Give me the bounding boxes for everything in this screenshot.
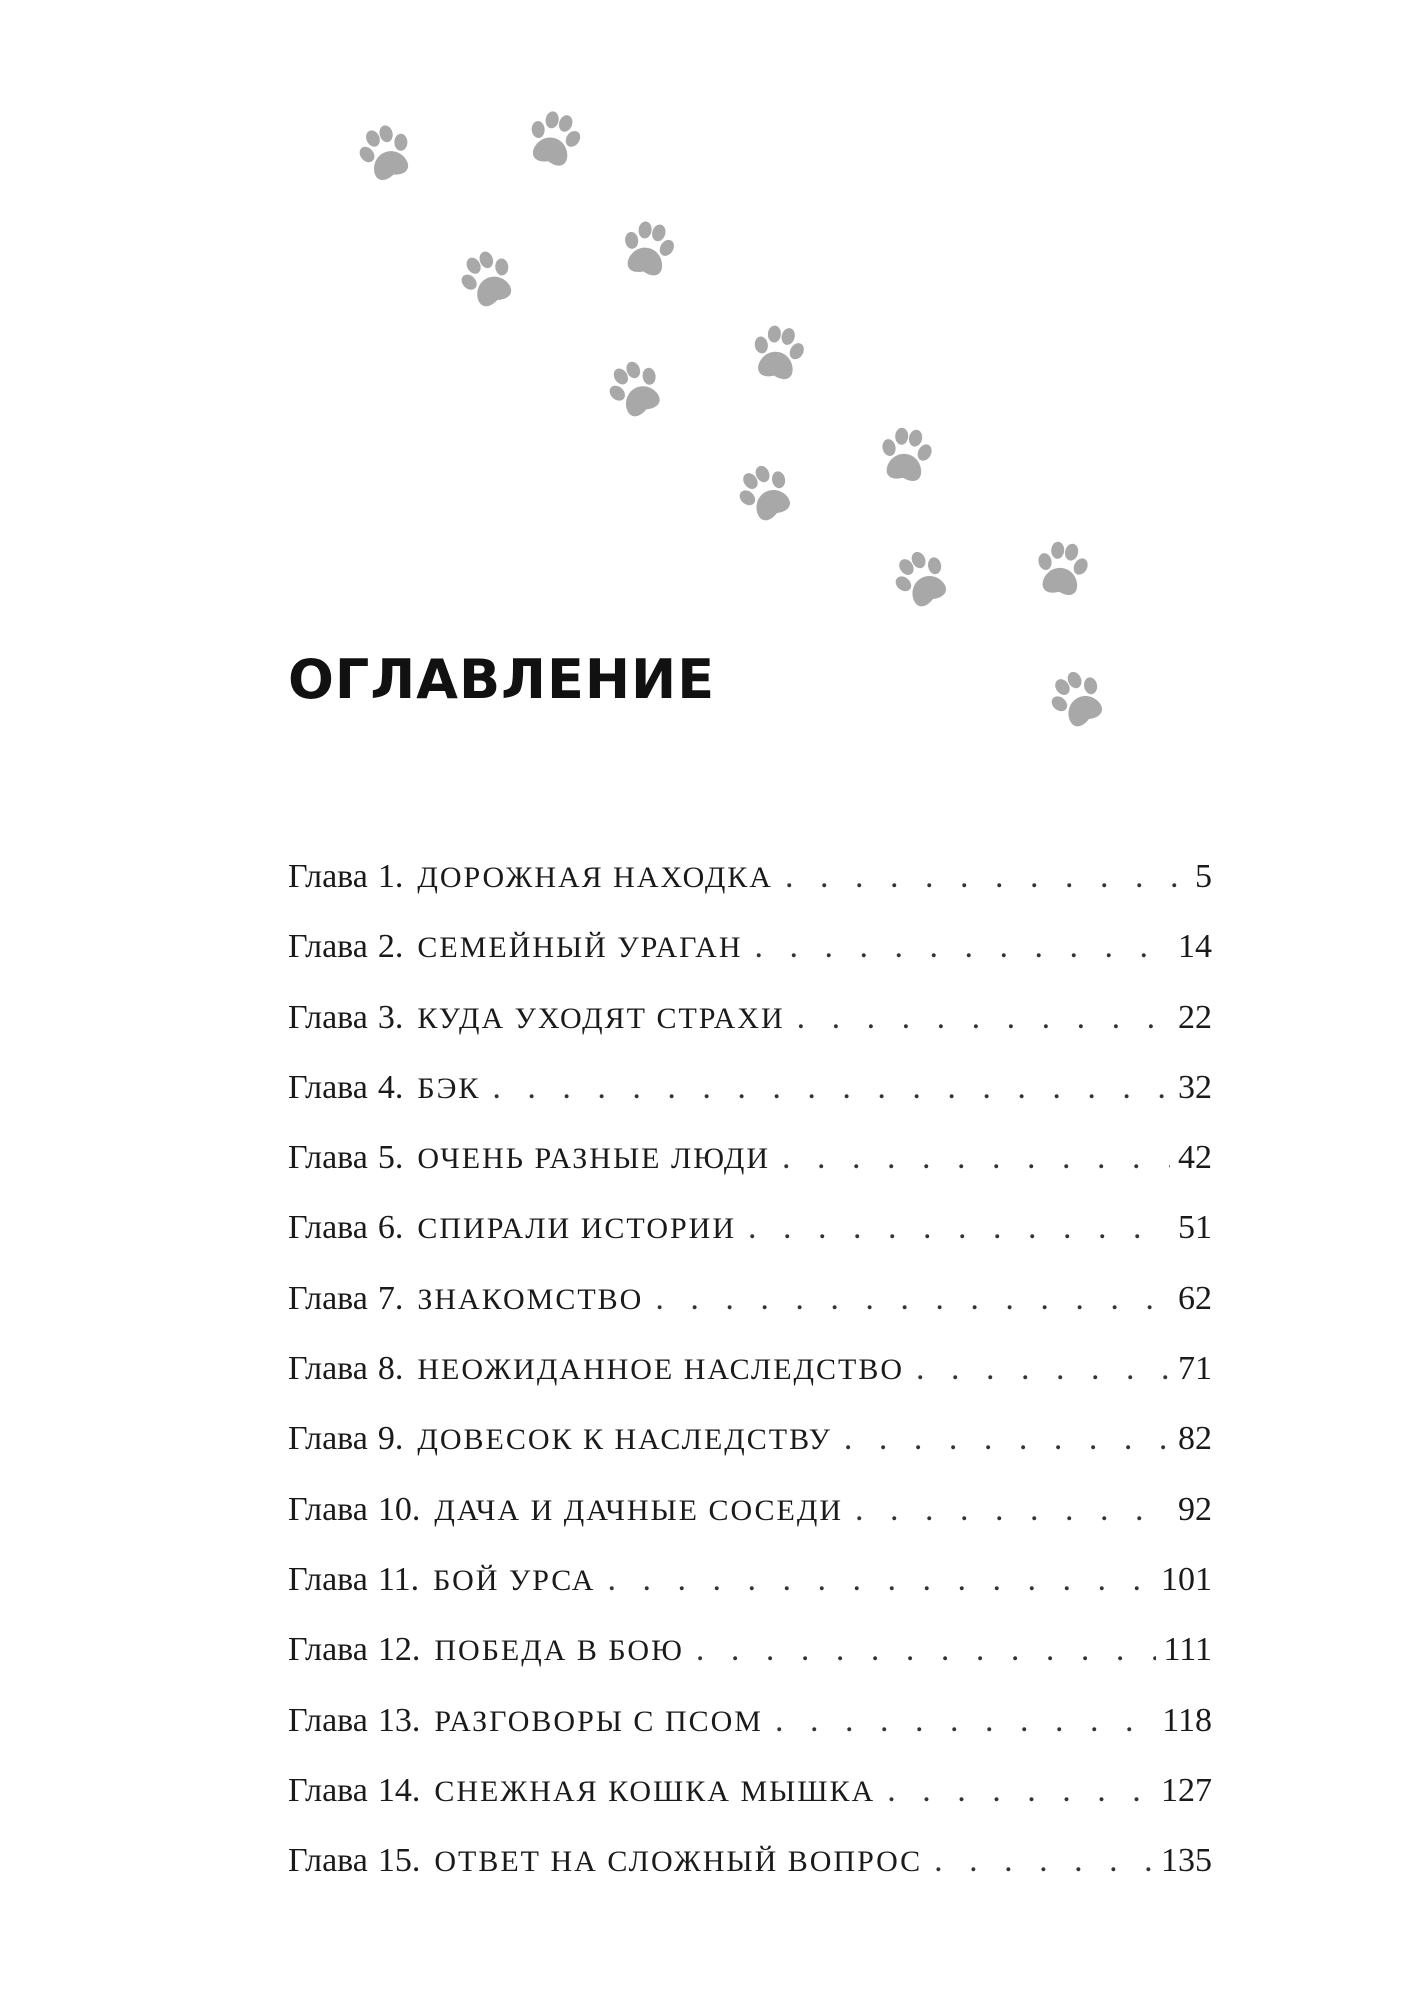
toc-entry[interactable] <box>288 1561 1212 1631</box>
paw-print-icon <box>345 113 427 195</box>
page-number: 22 <box>1178 998 1212 1036</box>
page-number: 62 <box>1178 1279 1212 1317</box>
chapter-title: ДОРОЖНАЯ НАХОДКА <box>417 861 773 894</box>
table-of-contents <box>288 858 1212 1912</box>
chapter-word: Глава <box>288 1560 368 1598</box>
page-number: 42 <box>1178 1139 1212 1177</box>
toc-entry[interactable] <box>288 1350 1212 1420</box>
page-number: 71 <box>1178 1350 1212 1388</box>
chapter-number: 4. <box>377 1068 404 1106</box>
chapter-number: 2. <box>377 928 404 966</box>
chapter-number: 9. <box>377 1420 404 1458</box>
chapter-word: Глава <box>288 1490 368 1528</box>
chapter-word: Глава <box>288 998 368 1036</box>
dot-leader <box>492 1069 1170 1107</box>
chapter-word: Глава <box>288 1068 368 1106</box>
chapter-title: БОЙ УРСА <box>433 1563 596 1597</box>
page-number: 5 <box>1195 858 1212 895</box>
dot-leader <box>934 1842 1153 1880</box>
toc-entry[interactable] <box>288 858 1212 928</box>
chapter-title: ОЧЕНЬ РАЗНЫЕ ЛЮДИ <box>417 1142 770 1176</box>
chapter-word: Глава <box>288 1279 368 1317</box>
page-number: 32 <box>1178 1068 1212 1106</box>
dot-leader <box>855 1491 1170 1529</box>
paw-print-icon <box>610 212 686 288</box>
chapter-label <box>288 1631 684 1669</box>
paw-print-icon <box>722 450 809 537</box>
chapter-label <box>288 1842 922 1880</box>
chapter-title: ОТВЕТ НА СЛОЖНЫЙ ВОПРОС <box>434 1845 923 1879</box>
paw-print-icon <box>741 317 815 391</box>
chapter-number: 12. <box>377 1631 421 1669</box>
chapter-word: Глава <box>288 1139 368 1177</box>
page-number: 135 <box>1161 1842 1212 1880</box>
dot-leader <box>696 1631 1156 1669</box>
page-number: 111 <box>1163 1631 1212 1669</box>
chapter-number: 5. <box>377 1139 404 1177</box>
chapter-number: 14. <box>377 1771 421 1809</box>
chapter-word: Глава <box>288 1420 368 1458</box>
chapter-label <box>288 999 785 1037</box>
dot-leader <box>748 1209 1170 1247</box>
chapter-word: Глава <box>288 1842 368 1880</box>
chapter-number: 6. <box>377 1209 404 1247</box>
chapter-title: СЕМЕЙНЫЙ УРАГАН <box>417 931 743 965</box>
chapter-label <box>288 1772 875 1810</box>
page-title: ОГЛАВЛЕНИЕ <box>288 648 716 711</box>
chapter-title: СНЕЖНАЯ КОШКА МЫШКА <box>434 1774 876 1808</box>
page-number: 101 <box>1161 1560 1212 1598</box>
chapter-title: СПИРАЛИ ИСТОРИИ <box>417 1212 737 1246</box>
chapter-word: Глава <box>288 1350 368 1388</box>
paw-print-icon <box>870 420 942 492</box>
chapter-number: 8. <box>377 1350 404 1388</box>
chapter-title: ЗНАКОМСТВО <box>417 1282 644 1316</box>
paw-print-icon <box>515 101 593 179</box>
chapter-word: Глава <box>288 1701 368 1739</box>
dot-leader <box>887 1772 1153 1810</box>
chapter-label <box>288 1561 595 1599</box>
chapter-title: РАЗГОВОРЫ С ПСОМ <box>434 1704 763 1738</box>
chapter-number: 11. <box>377 1560 420 1598</box>
chapter-label <box>288 1702 763 1740</box>
toc-entry[interactable] <box>288 1420 1212 1490</box>
chapter-label <box>288 1069 480 1107</box>
paw-print-icon <box>593 347 680 434</box>
toc-entry[interactable] <box>288 1069 1212 1139</box>
chapter-title: ДОВЕСОК К НАСЛЕДСТВУ <box>417 1423 832 1457</box>
chapter-number: 1. <box>377 858 404 895</box>
toc-entry[interactable] <box>288 1842 1212 1912</box>
page-number: 118 <box>1162 1701 1212 1739</box>
toc-entry[interactable] <box>288 1209 1212 1279</box>
toc-entry[interactable] <box>288 999 1212 1069</box>
toc-entry[interactable] <box>288 928 1212 998</box>
paw-print-icon <box>445 237 530 322</box>
chapter-word: Глава <box>288 1209 368 1247</box>
chapter-label <box>288 1280 643 1318</box>
chapter-label <box>288 1350 904 1388</box>
dot-leader <box>797 999 1170 1037</box>
dot-leader <box>775 1702 1154 1740</box>
toc-entry[interactable] <box>288 1702 1212 1772</box>
dot-leader <box>782 1139 1170 1177</box>
chapter-number: 15. <box>377 1842 421 1880</box>
chapter-label <box>288 1209 736 1247</box>
toc-entry[interactable] <box>288 1139 1212 1209</box>
chapter-label <box>288 928 743 966</box>
chapter-label <box>288 1139 770 1177</box>
chapter-label <box>288 858 773 896</box>
toc-entry[interactable] <box>288 1280 1212 1350</box>
page-number: 92 <box>1178 1490 1212 1528</box>
dot-leader <box>844 1420 1170 1458</box>
chapter-word: Глава <box>288 928 368 966</box>
chapter-number: 10. <box>377 1490 421 1528</box>
chapter-number: 7. <box>377 1279 404 1317</box>
dot-leader <box>607 1561 1153 1599</box>
dot-leader <box>916 1350 1170 1388</box>
chapter-title: НЕОЖИДАННОЕ НАСЛЕДСТВО <box>417 1353 905 1387</box>
page-number: 127 <box>1161 1771 1212 1809</box>
chapter-word: Глава <box>288 1631 368 1669</box>
page-number: 51 <box>1178 1209 1212 1247</box>
page-number: 14 <box>1178 928 1212 966</box>
paw-print-icon <box>1026 534 1098 606</box>
dot-leader <box>755 928 1170 966</box>
toc-entry[interactable] <box>288 1772 1212 1842</box>
chapter-title: КУДА УХОДЯТ СТРАХИ <box>417 1001 785 1035</box>
dot-leader <box>655 1280 1170 1318</box>
chapter-word: Глава <box>288 858 368 895</box>
chapter-label <box>288 1491 843 1529</box>
paw-prints-decoration <box>0 0 1428 760</box>
dot-leader <box>785 858 1187 896</box>
page-number: 82 <box>1178 1420 1212 1458</box>
paw-print-icon <box>1034 656 1121 743</box>
toc-entry[interactable] <box>288 1491 1212 1561</box>
chapter-title: БЭК <box>417 1071 481 1105</box>
chapter-title: ПОБЕДА В БОЮ <box>434 1634 684 1668</box>
chapter-number: 13. <box>377 1701 421 1739</box>
chapter-word: Глава <box>288 1771 368 1809</box>
paw-print-icon <box>878 536 965 623</box>
chapter-label <box>288 1420 832 1458</box>
toc-entry[interactable] <box>288 1631 1212 1701</box>
chapter-number: 3. <box>377 998 404 1036</box>
chapter-title: ДАЧА И ДАЧНЫЕ СОСЕДИ <box>434 1493 843 1527</box>
